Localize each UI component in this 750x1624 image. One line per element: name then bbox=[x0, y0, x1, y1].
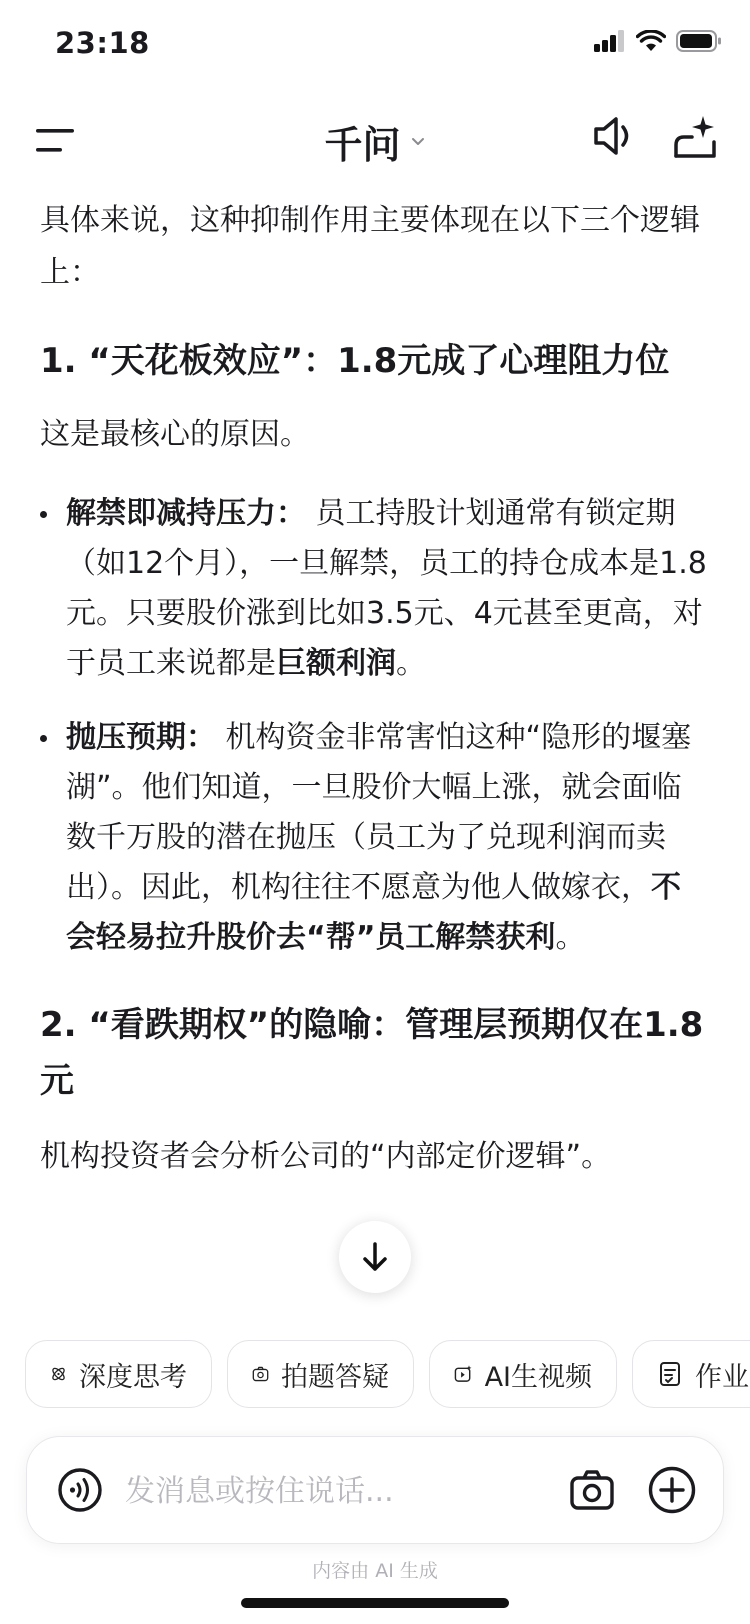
bullet-selling-pressure bbox=[40, 713, 710, 963]
chevron-down-icon bbox=[410, 136, 426, 148]
answer-content bbox=[40, 195, 710, 1183]
suggestion-chips bbox=[25, 1340, 750, 1410]
speaker-button[interactable] bbox=[590, 112, 638, 160]
section-1-heading: 1. “天花板效应”：1.8元成了心理阻力位 bbox=[40, 341, 670, 381]
home-indicator bbox=[241, 1598, 509, 1608]
wifi-icon bbox=[636, 30, 666, 52]
homework-icon bbox=[657, 1361, 683, 1387]
status-icons bbox=[594, 30, 722, 52]
chip-photo-question-label: 拍题答疑 bbox=[281, 1361, 389, 1393]
bullet-1-bold: 巨额利润 bbox=[276, 646, 396, 681]
voice-input-button[interactable] bbox=[57, 1467, 103, 1513]
section-1-lead: 这是最核心的原因。 bbox=[40, 417, 310, 452]
section-2-heading: 2. “看跌期权”的隐喻：管理层预期仅在1.8元 bbox=[40, 1005, 704, 1101]
camera-button[interactable] bbox=[569, 1467, 615, 1513]
add-attachment-button[interactable] bbox=[647, 1465, 697, 1515]
chip-deep-think[interactable] bbox=[25, 1340, 212, 1408]
chip-homework-label: 作业 bbox=[695, 1361, 749, 1393]
ai-disclaimer: 内容由 AI 生成 bbox=[312, 1560, 438, 1582]
intro-paragraph: 具体来说，这种抑制作用主要体现在以下三个逻辑上： bbox=[40, 203, 700, 290]
nav-bar bbox=[0, 100, 750, 180]
page-title: 千问 bbox=[324, 123, 401, 167]
section-2-lead: 机构投资者会分析公司的“内部定价逻辑”。 bbox=[40, 1139, 612, 1174]
chip-photo-question[interactable] bbox=[227, 1340, 414, 1408]
message-composer bbox=[26, 1436, 724, 1544]
bullet-2-text: 机构资金非常害怕这种“隐形的堰塞湖”。他们知道，一旦股价大幅上涨，就会面临数千万股的潜在抛压（员工为了兑现利润而卖出）。因此，机构往往不愿意为他人做嫁衣， bbox=[66, 720, 692, 905]
chip-ai-video-label: AI生视频 bbox=[484, 1361, 592, 1393]
camera-question-icon bbox=[252, 1361, 269, 1387]
battery-icon bbox=[676, 30, 722, 52]
chip-ai-video[interactable] bbox=[429, 1340, 617, 1408]
bullet-2-end: 。 bbox=[555, 920, 586, 955]
section-1-bullets bbox=[40, 489, 710, 963]
bullet-unlock-pressure bbox=[40, 489, 710, 689]
status-time: 23:18 bbox=[55, 26, 150, 60]
chip-deep-think-label: 深度思考 bbox=[79, 1361, 187, 1393]
arrow-down-icon bbox=[361, 1241, 389, 1273]
new-chat-sparkle-button[interactable] bbox=[670, 112, 720, 162]
bullet-1-text: 员工持股计划通常有锁定期（如12个月），一旦解禁，员工的持仓成本是1.8元。只要股价涨到比如3.5元、4元甚至更高，对于员工来说都是 bbox=[66, 496, 707, 681]
bullet-2-bold: 不会轻易拉升股价去“帮”员工解禁获利 bbox=[66, 870, 681, 955]
scroll-to-bottom-button[interactable] bbox=[339, 1221, 411, 1293]
bullet-1-end: 。 bbox=[396, 646, 426, 681]
deep-think-icon bbox=[50, 1361, 67, 1387]
cellular-signal-icon bbox=[594, 30, 626, 52]
bullet-2-label: 抛压预期： bbox=[66, 720, 216, 755]
ai-video-icon bbox=[454, 1361, 473, 1387]
chip-homework[interactable] bbox=[632, 1340, 750, 1408]
bullet-1-label: 解禁即减持压力： bbox=[66, 496, 306, 531]
status-bar bbox=[0, 0, 750, 90]
message-input[interactable] bbox=[123, 1461, 527, 1521]
